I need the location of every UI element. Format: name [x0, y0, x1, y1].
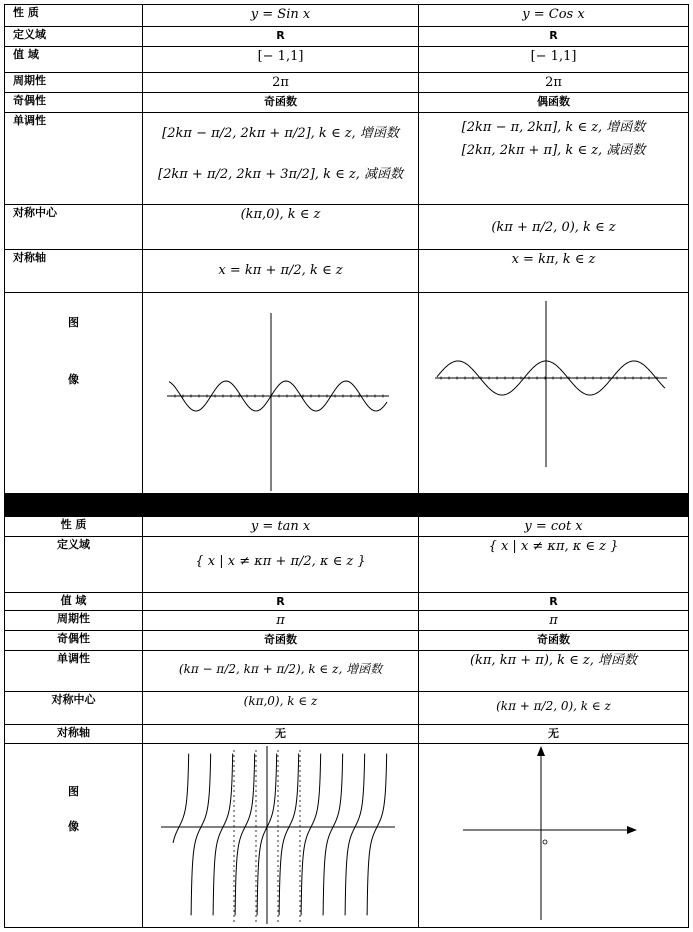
- tan-branch: [213, 754, 233, 916]
- t2-parity-row: [5, 631, 689, 651]
- t1-monotonic-cos-line1: [2kπ − π, 2kπ], k ∈ z, 增函数: [461, 120, 646, 135]
- t1-period-label: 周期性: [5, 73, 143, 93]
- tan-branch: [345, 754, 365, 916]
- t1-domain-row: [5, 27, 689, 47]
- t2-parity-label: 奇偶性: [5, 631, 143, 651]
- tan-branch: [173, 754, 189, 843]
- t1-header-sin: y = Sin x: [143, 5, 419, 27]
- t2-domain-label: 定义域: [5, 537, 143, 593]
- tan-graph: [143, 744, 417, 926]
- t2-axis-row: [5, 725, 689, 744]
- tan-branch: [367, 754, 387, 916]
- separator-cell-2: [143, 494, 419, 517]
- t1-period-cos: 2π: [419, 73, 689, 93]
- t1-center-row: [5, 205, 689, 250]
- t1-axis-label: 对称轴: [5, 250, 143, 293]
- t2-graph-label-cell: [5, 744, 143, 928]
- tan-branch: [279, 754, 299, 916]
- t2-header-tan: y = tan x: [143, 517, 419, 537]
- t2-range-cot: R: [419, 593, 689, 611]
- t1-period-sin: 2π: [143, 73, 419, 93]
- t1-monotonic-row: [5, 113, 689, 205]
- t2-center-tan: (kπ,0), k ∈ z: [143, 692, 419, 725]
- t1-domain-sin: R: [143, 27, 419, 47]
- sin-graph-cell: [143, 293, 419, 494]
- t2-monotonic-row: [5, 651, 689, 692]
- t2-header-cot: y = cot x: [419, 517, 689, 537]
- t2-parity-tan: 奇函数: [143, 631, 419, 651]
- t1-parity-label: 奇偶性: [5, 93, 143, 113]
- t1-range-row: [5, 47, 689, 73]
- tan-curves: [173, 754, 387, 916]
- tan-branch: [235, 754, 255, 916]
- cos-graph-cell: [419, 293, 689, 494]
- t2-period-tan: π: [143, 611, 419, 631]
- t1-monotonic-sin-line2: [2kπ + π/2, 2kπ + 3π/2], k ∈ z, 减函数: [158, 166, 403, 182]
- t2-graph-label-1: 图: [68, 785, 79, 798]
- cot-origin-mark: [543, 840, 547, 844]
- t2-domain-tan: { x | x ≠ κπ + π/2, κ ∈ z }: [143, 537, 419, 593]
- t2-range-row: [5, 593, 689, 611]
- t2-period-cot: π: [419, 611, 689, 631]
- t2-period-label: 周期性: [5, 611, 143, 631]
- cos-graph: [419, 293, 687, 493]
- t1-header-row: [5, 5, 689, 27]
- t1-monotonic-label: 单调性: [5, 113, 143, 205]
- tan-graph-cell: [143, 744, 419, 928]
- t2-axis-label: 对称轴: [5, 725, 143, 744]
- t2-domain-row: [5, 537, 689, 593]
- t1-center-sin: (kπ,0), k ∈ z: [143, 205, 419, 250]
- t2-center-cot: (kπ + π/2, 0), k ∈ z: [419, 692, 689, 725]
- t1-monotonic-sin-line1: [2kπ − π/2, 2kπ + π/2], k ∈ z, 增函数: [162, 126, 399, 141]
- t2-monotonic-cot: (kπ, kπ + π), k ∈ z, 增函数: [419, 651, 689, 692]
- t1-range-cos: [− 1,1]: [419, 47, 689, 73]
- t1-monotonic-cos-line2: [2kπ, 2kπ + π], k ∈ z, 减函数: [461, 142, 646, 158]
- cot-graph-cell: [419, 744, 689, 928]
- t2-period-row: [5, 611, 689, 631]
- t1-center-cos: (kπ + π/2, 0), k ∈ z: [419, 205, 689, 250]
- trig-properties-document: [4, 4, 689, 928]
- t1-parity-sin: 奇函数: [143, 93, 419, 113]
- t2-axis-tan: 无: [143, 725, 419, 744]
- t2-axis-cot: 无: [419, 725, 689, 744]
- tan-branch: [191, 754, 211, 916]
- cot-y-arrow-icon: [537, 746, 545, 756]
- t1-axis-row: [5, 250, 689, 293]
- t2-domain-cot: { x | x ≠ κπ, κ ∈ z }: [419, 537, 689, 593]
- t1-parity-row: [5, 93, 689, 113]
- sin-graph: [143, 293, 417, 493]
- t2-header-label: 性 质: [5, 517, 143, 537]
- t2-parity-cot: 奇函数: [419, 631, 689, 651]
- t1-range-sin: [− 1,1]: [143, 47, 419, 73]
- t1-header-cos: y = Cos x: [419, 5, 689, 27]
- t2-range-tan: R: [143, 593, 419, 611]
- t2-range-label: 值 域: [5, 593, 143, 611]
- separator-bar: [5, 494, 689, 517]
- t1-header-label: 性 质: [5, 5, 143, 27]
- t1-graph-label-1: 图: [68, 316, 79, 329]
- cot-graph: [419, 744, 687, 926]
- separator-cell-3: [419, 494, 689, 517]
- t2-center-row: [5, 692, 689, 725]
- t2-graph-label-2: 像: [68, 819, 79, 833]
- t2-monotonic-label: 单调性: [5, 651, 143, 692]
- t1-center-label: 对称中心: [5, 205, 143, 250]
- t1-axis-cos: x = kπ, k ∈ z: [419, 250, 689, 293]
- cot-x-arrow-icon: [627, 826, 637, 834]
- t1-graph-label-cell: [5, 293, 143, 494]
- t1-axis-sin: x = kπ + π/2, k ∈ z: [143, 250, 419, 293]
- t2-monotonic-tan: (kπ − π/2, kπ + π/2), k ∈ z, 增函数: [143, 651, 419, 692]
- t1-monotonic-cos: [419, 113, 689, 205]
- tan-branch: [323, 754, 343, 916]
- t2-center-label: 对称中心: [5, 692, 143, 725]
- separator-cell-1: [5, 494, 143, 517]
- t1-domain-label: 定义域: [5, 27, 143, 47]
- t1-range-label: 值 域: [5, 47, 143, 73]
- t1-graph-label-2: 像: [68, 372, 79, 386]
- tan-branch: [301, 754, 321, 916]
- trig-table: [4, 4, 689, 928]
- t1-domain-cos: R: [419, 27, 689, 47]
- t2-header-row: [5, 517, 689, 537]
- t1-period-row: [5, 73, 689, 93]
- t1-graph-row: [5, 293, 689, 494]
- t2-graph-row: [5, 744, 689, 928]
- t1-parity-cos: 偶函数: [419, 93, 689, 113]
- t1-monotonic-sin: [143, 113, 419, 205]
